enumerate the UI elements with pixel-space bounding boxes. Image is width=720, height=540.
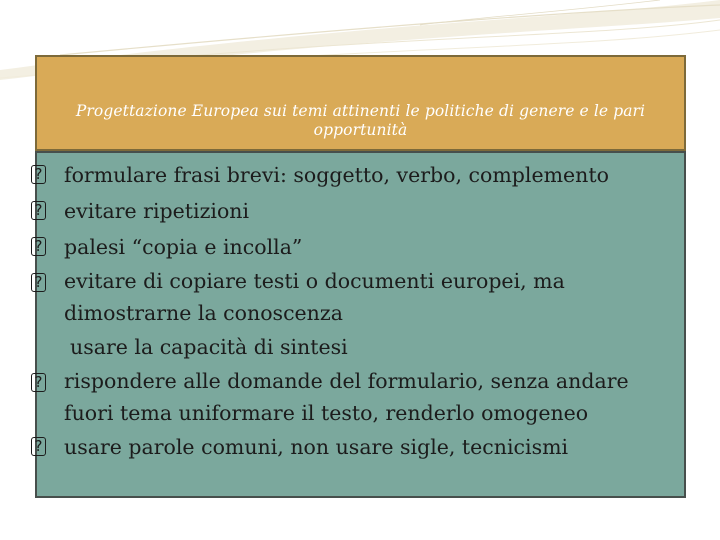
bullet-text: rispondere alle domande del formulario, senza andare [64, 369, 629, 393]
bullet-text: dimostrarne la conoscenza [64, 301, 343, 325]
bullet-continuation [37, 329, 684, 365]
bullet-item [34, 265, 684, 297]
bullet-item [34, 229, 684, 265]
missing-glyph-bullet-icon: ? [31, 273, 46, 292]
title-banner [35, 55, 686, 151]
bullet-list [34, 157, 684, 465]
missing-glyph-bullet-icon: ? [31, 373, 46, 392]
missing-glyph-bullet-icon: ? [31, 165, 46, 184]
bullet-continuation [37, 297, 684, 329]
bullet-text: evitare ripetizioni [64, 199, 250, 223]
slide-title: Progettazione Europea sui temi attinenti le politiche di genere e le pari opportunità [75, 102, 646, 139]
bullet-text: fuori tema uniformare il testo, renderlo omogeneo [64, 401, 589, 425]
missing-glyph-bullet-icon: ? [31, 237, 46, 256]
bullet-text: evitare di copiare testi o documenti europei, ma [64, 269, 565, 293]
bullet-text: usare parole comuni, non usare sigle, tecnicismi [64, 435, 569, 459]
bullet-text: formulare frasi brevi: soggetto, verbo, complemento [64, 163, 609, 187]
missing-glyph-bullet-icon: ? [31, 201, 46, 220]
bullet-item [34, 157, 684, 193]
bullet-text: palesi “copia e incolla” [64, 235, 303, 259]
content-panel [35, 151, 686, 498]
missing-glyph-bullet-icon: ? [31, 437, 46, 456]
bullet-item [34, 193, 684, 229]
bullet-item [34, 365, 684, 397]
bullet-item [34, 429, 684, 465]
bullet-continuation [37, 397, 684, 429]
bullet-text: usare la capacità di sintesi [70, 335, 348, 359]
